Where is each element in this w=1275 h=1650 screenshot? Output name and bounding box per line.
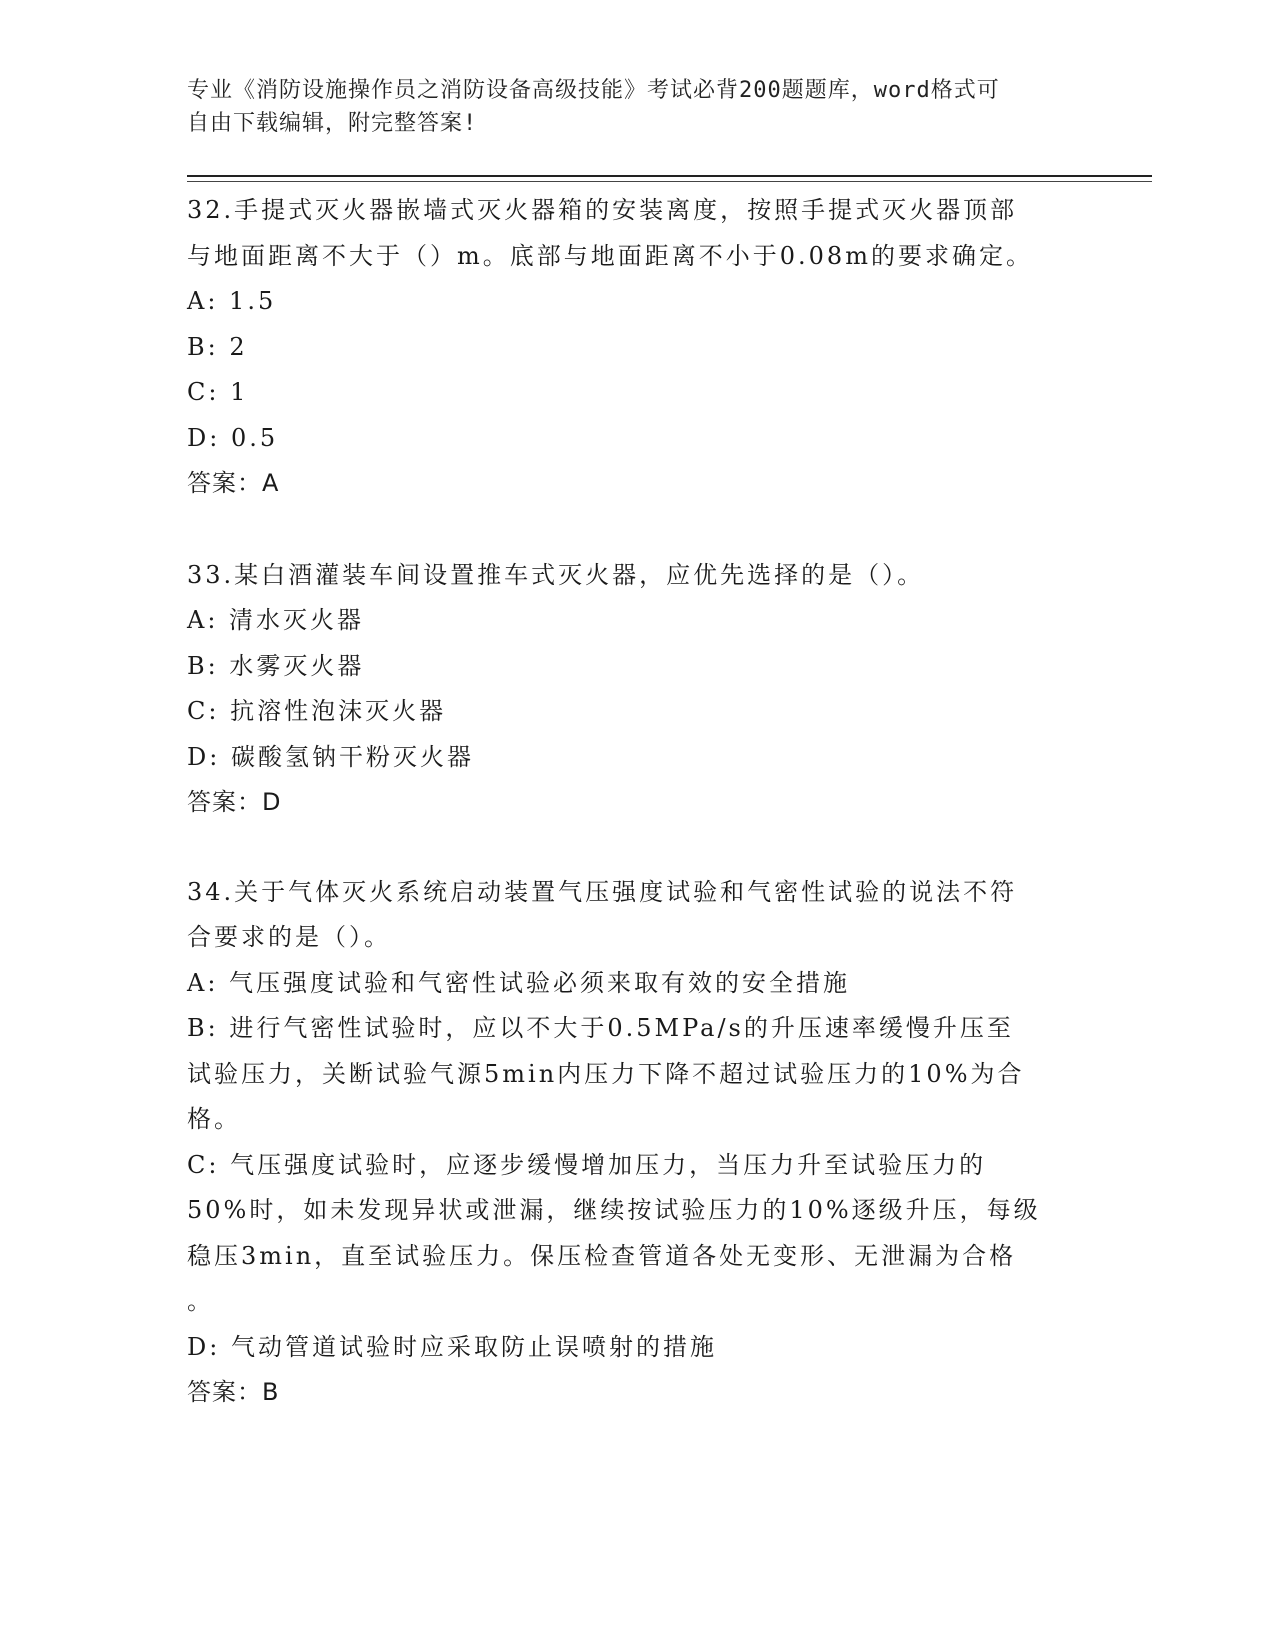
question-list [187, 188, 1077, 1416]
question-text-line: 合要求的是（）。 [187, 923, 391, 951]
answer-label: 答案：D [187, 788, 282, 816]
option-b-continued: 试验压力，关断试验气源5min内压力下降不超过试验压力的10%为合 [187, 1059, 1025, 1088]
question-34 [187, 870, 1077, 1416]
question-text-line: 33.某白酒灌装车间设置推车式灭火器，应优先选择的是（）。 [187, 560, 925, 589]
question-text-line: 与地面距离不大于（）m。底部与地面距离不小于0.08m的要求确定。 [187, 241, 1033, 270]
header-line-1: 专业《消防设施操作员之消防设备高级技能》考试必背200题题库，word格式可 [187, 78, 1000, 103]
option-c: C: 抗溶性泡沫灭火器 [187, 697, 447, 725]
document-header [187, 74, 1067, 140]
option-b: B: 2 [187, 332, 248, 361]
question-spacer [187, 826, 1077, 870]
header-divider-thick [187, 175, 1152, 177]
question-33 [187, 553, 1077, 826]
option-b: B: 水雾灭火器 [187, 651, 365, 680]
header-line-2: 自由下载编辑，附完整答案! [187, 111, 478, 136]
option-d: D: 气动管道试验时应采取防止误喷射的措施 [187, 1332, 717, 1361]
option-c-continued: 50%时，如未发现异状或泄漏，继续按试验压力的10%逐级升压，每级 [187, 1196, 1041, 1224]
option-b: B: 进行气密性试验时，应以不大于0.5MPa/s的升压速率缓慢升压至 [187, 1014, 1014, 1042]
answer-label: 答案：A [187, 469, 280, 497]
question-text-line: 32.手提式灭火器嵌墙式灭火器箱的安装离度，按照手提式灭火器顶部 [187, 196, 1018, 224]
option-b-continued: 格。 [187, 1105, 241, 1133]
option-d: D: 0.5 [187, 423, 279, 452]
option-c: C: 气压强度试验时，应逐步缓慢增加压力，当压力升至试验压力的 [187, 1150, 987, 1179]
answer-label: 答案：B [187, 1378, 280, 1406]
question-text-line: 34.关于气体灭火系统启动装置气压强度试验和气密性试验的说法不符 [187, 877, 1018, 906]
option-c: C: 1 [187, 378, 249, 406]
option-c-continued: 。 [187, 1287, 214, 1315]
option-a: A: 气压强度试验和气密性试验必须来取有效的安全措施 [187, 968, 851, 997]
question-32 [187, 188, 1077, 507]
option-a: A: 1.5 [187, 287, 277, 315]
option-c-continued: 稳压3min，直至试验压力。保压检查管道各处无变形、无泄漏为合格 [187, 1241, 1017, 1270]
option-d: D: 碳酸氢钠干粉灭火器 [187, 742, 474, 771]
option-a: A: 清水灭火器 [187, 606, 365, 634]
header-divider-thin [187, 181, 1152, 182]
question-spacer [187, 507, 1077, 553]
